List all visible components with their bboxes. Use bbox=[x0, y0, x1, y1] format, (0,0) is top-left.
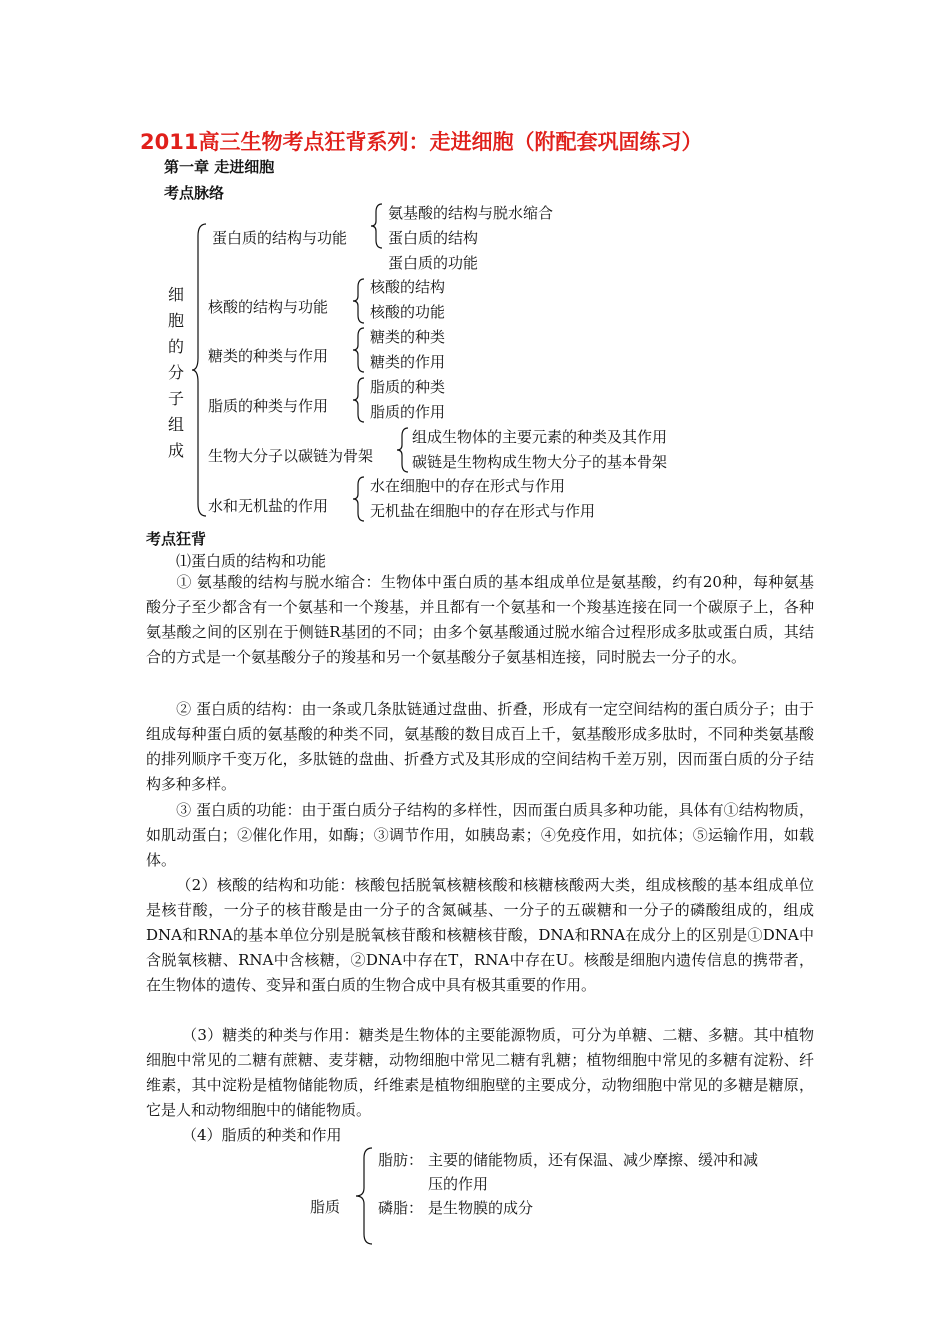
outline-item: 蛋白质的结构 bbox=[388, 229, 479, 247]
outline-item: 蛋白质的功能 bbox=[388, 254, 479, 272]
water-brace-icon bbox=[352, 476, 366, 522]
main-brace-icon bbox=[190, 222, 210, 518]
outline-group-sugar: 糖类的种类与作用 bbox=[208, 347, 329, 365]
outline-item: 脂质的种类 bbox=[370, 378, 446, 396]
outline-item: 糖类的作用 bbox=[370, 353, 446, 371]
outline-item: 碳链是生物构成生物大分子的基本骨架 bbox=[412, 453, 668, 471]
outline-item: 核酸的功能 bbox=[370, 303, 446, 321]
paragraph-nucleic-acid bbox=[146, 873, 814, 998]
root-char: 胞 bbox=[167, 311, 184, 330]
outline-item: 组成生物体的主要元素的种类及其作用 bbox=[412, 428, 668, 446]
paragraph-sugar bbox=[146, 1023, 814, 1123]
lipid-phospholipid-text: 是生物膜的成分 bbox=[428, 1199, 534, 1217]
paragraph-text: ③ 蛋白质的功能：由于蛋白质分子结构的多样性，因而蛋白质具多种功能，具体有①结构物质，如肌动蛋白；②催化作用，如酶；③调节作用，如胰岛素；④免疫作用，如抗体；⑤运输作用，如载体。 bbox=[146, 801, 814, 869]
protein-subheading: ⑴蛋白质的结构和功能 bbox=[176, 552, 327, 570]
chapter-heading: 第一章 走进细胞 bbox=[164, 158, 275, 176]
root-char: 细 bbox=[167, 285, 184, 304]
outline-item: 脂质的作用 bbox=[370, 403, 446, 421]
lipid-fat-text: 主要的储能物质，还有保温、减少摩擦、缓冲和减 bbox=[428, 1151, 759, 1169]
outline-group-lipid: 脂质的种类与作用 bbox=[208, 397, 329, 415]
lipid-diagram-brace-icon bbox=[354, 1146, 374, 1246]
carbon-brace-icon bbox=[396, 427, 410, 473]
outline-root-label bbox=[166, 282, 186, 464]
protein-brace-icon bbox=[370, 203, 384, 249]
root-char: 子 bbox=[167, 389, 184, 408]
paragraph-text: （3）糖类的种类与作用：糖类是生物体的主要能源物质，可分为单糖、二糖、多糖。其中植物细胞中常见的二糖有蔗糖、麦芽糖，动物细胞中常见二糖有乳糖；植物细胞中常见的多糖有淀粉、纤维素，其中淀粉是植物储能物质，纤维素是植物细胞壁的主要成分，动物细胞中常见的多糖是糖原，它是人和动物细胞中的储能物质。 bbox=[146, 1026, 814, 1119]
paragraph-text: （2）核酸的结构和功能：核酸包括脱氧核糖核酸和核糖核酸两大类，组成核酸的基本组成单位是核苷酸，一分子的核苷酸是由一分子的含氮碱基、一分子的五碳糖和一分子的磷酸组成的，组成DNA和RNA的基本单位分别是脱氧核苷酸和核糖核苷酸，DNA和RNA在成分上的区别是①DNA中含脱氧核糖、RNA中含核糖，②DNA中存在T，RNA中存在U。核酸是细胞内遗传信息的携带者，在生物体的遗传、变异和蛋白质的生物合成中具有极其重要的作用。 bbox=[146, 876, 814, 994]
root-char: 组 bbox=[167, 415, 184, 434]
lipid-fat-label: 脂肪： bbox=[378, 1151, 424, 1169]
paragraph-protein-structure bbox=[146, 697, 814, 797]
lipid-phospholipid-label: 磷脂： bbox=[378, 1199, 424, 1217]
lipid-root-label: 脂质 bbox=[310, 1198, 341, 1216]
outline-item: 水在细胞中的存在形式与作用 bbox=[370, 477, 566, 495]
lipid-brace-icon bbox=[352, 377, 366, 423]
paragraph-text: ② 蛋白质的结构：由一条或几条肽链通过盘曲、折叠，形成有一定空间结构的蛋白质分子；由于组成每种蛋白质的氨基酸的种类不同，氨基酸的数目成百上千，氨基酸形成多肽时，不同种类氨基酸的排列顺序千变万化，多肽链的盘曲、折叠方式及其形成的空间结构千差万别，因而蛋白质的分子结构多种多样。 bbox=[146, 700, 814, 793]
outline-item: 糖类的种类 bbox=[370, 328, 446, 346]
outline-group-water-salt: 水和无机盐的作用 bbox=[208, 497, 329, 515]
paragraph-protein-function bbox=[146, 798, 814, 873]
root-char: 的 bbox=[167, 337, 184, 356]
root-char: 成 bbox=[167, 441, 184, 460]
outline-item: 无机盐在细胞中的存在形式与作用 bbox=[370, 502, 596, 520]
outline-group-carbon-chain: 生物大分子以碳链为骨架 bbox=[208, 447, 374, 465]
section-recite-heading: 考点狂背 bbox=[146, 530, 207, 548]
lipid-fat-text-cont: 压的作用 bbox=[428, 1175, 489, 1193]
sugar-brace-icon bbox=[352, 327, 366, 373]
outline-group-nucleic-acid: 核酸的结构与功能 bbox=[208, 298, 329, 316]
outline-item: 核酸的结构 bbox=[370, 278, 446, 296]
paragraph-text: ① 氨基酸的结构与脱水缩合：生物体中蛋白质的基本组成单位是氨基酸，约有20种，每种氨基酸分子至少都含有一个氨基和一个羧基，并且都有一个氨基和一个羧基连接在同一个碳原子上，各种氨基酸之间的区别在于侧链R基团的不同；由多个氨基酸通过脱水缩合过程形成多肽或蛋白质，其结合的方式是一个氨基酸分子的羧基和另一个氨基酸分子氨基相连接，同时脱去一分子的水。 bbox=[146, 573, 814, 666]
lipid-subheading: （4）脂质的种类和作用 bbox=[182, 1126, 342, 1144]
nucleic-brace-icon bbox=[352, 278, 366, 324]
root-char: 分 bbox=[167, 363, 184, 382]
document-title: 2011高三生物考点狂背系列：走进细胞（附配套巩固练习） bbox=[140, 130, 703, 154]
outline-item: 氨基酸的结构与脱水缩合 bbox=[388, 204, 554, 222]
section-outline-heading: 考点脉络 bbox=[164, 184, 225, 202]
paragraph-amino-acid bbox=[146, 570, 814, 670]
outline-group-protein: 蛋白质的结构与功能 bbox=[212, 229, 348, 247]
